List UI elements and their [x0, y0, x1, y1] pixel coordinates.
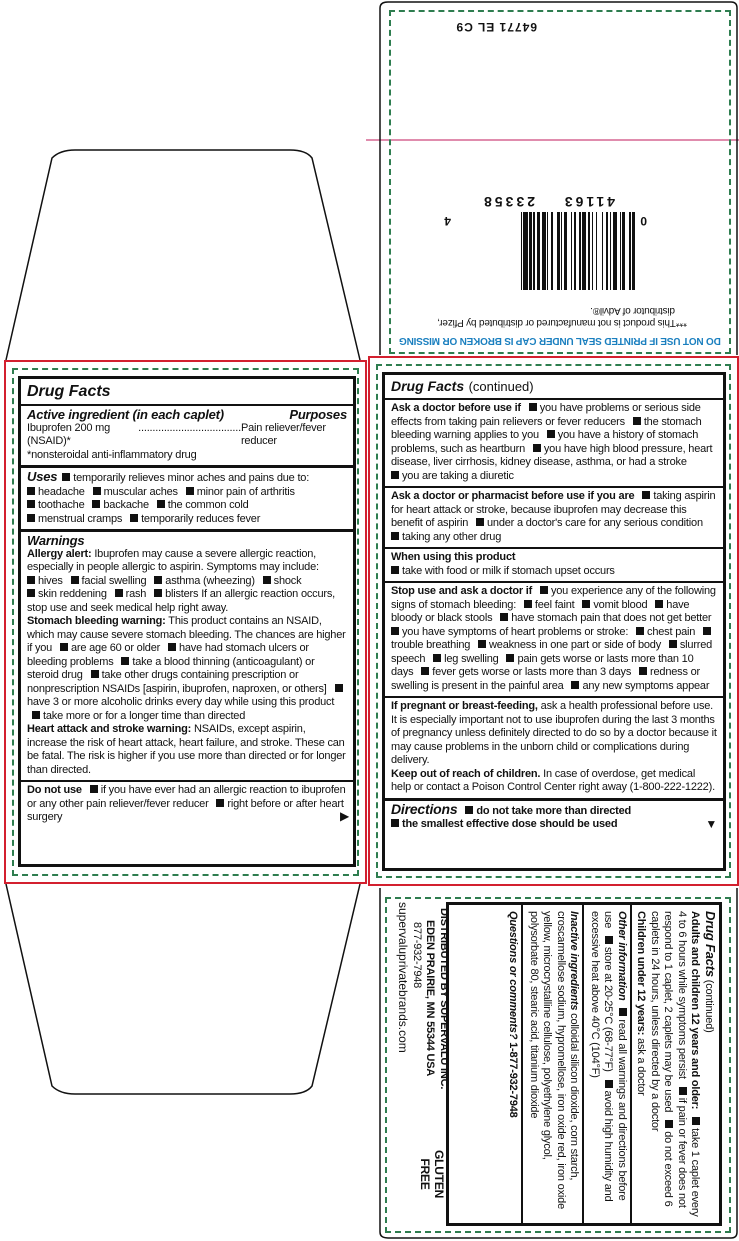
barcode-bar — [632, 212, 635, 290]
barcode-bar — [622, 212, 625, 290]
warnings-section: Warnings Allergy alert: Ibuprofen may cause a severe allergic reaction, especially in people allergic to aspirin. Symptoms may include: hives facial swelling asthma (wheezing) shock skin reddening rash blisters If an allergic reaction occurs, stop use and seek medical help right away. Stomach bleeding warning: This product contains an NSAID, which may cause severe stomach bleeding. The chances are higher if you are age 60 or older have had stomach ulcers or bleeding problems take a blood thinning (anticoagulant) or steroid drug take other drugs containing prescription or nonprescription NSAIDs [aspirin, ibuprofen, naproxen, or others] have 3 or more alcoholic drinks every day while using this product take more or for a longer time than directed Heart attack and stroke warning: NSAIDs, except aspirin, increase the risk of heart attack, heart failure, and stroke. These can be fatal. The risk is higher if you use more than directed or for longer than directed. — [21, 529, 353, 780]
directions-section: Directions do not take more than directed the smallest effective dose should be used ▼ — [385, 798, 723, 835]
pregnancy-section: If pregnant or breast-feeding, ask a health professional before use. It is especially important not to use ibuprofen during the last 3 months of pregnancy unless definitely directed to do so by a doctor because it may cause problems in the unborn child or complications during delivery. Keep out of reach of children. In case of overdose, get medical help or contact a Poison Control Center right away (1-800-222-1222). — [385, 696, 723, 798]
barcode-bar — [576, 212, 579, 290]
barcode-bars — [518, 212, 635, 290]
barcode-bar — [588, 212, 591, 290]
website: supervaluprivatebrands.com — [396, 902, 410, 1053]
barcode-bar — [602, 212, 603, 290]
stop-use-section: Stop use and ask a doctor if you experience any of the following signs of stomach bleeding: feel faint vomit blood have bloody or black stools have stomach pain that does not get better you have symptoms of heart problems or stroke: chest pain trouble breathing weakness in one part or side of body slurred speech leg swelling pain gets worse or lasts more than 10 days fever gets worse or lasts more than 3 days redness or swelling is present in the painful area any new symptoms appear — [385, 581, 723, 696]
ask-pharmacist-section: Ask a doctor or pharmacist before use if you are taking aspirin for heart attack or stroke, because ibuprofen may decrease this benefit of aspirin under a doctor's care for any serious condition taking any other drug — [385, 486, 723, 547]
gluten-free-badge: GLUTEN FREE — [418, 1150, 446, 1199]
barcode-bar — [592, 212, 593, 290]
warnings-heading: Warnings — [27, 533, 85, 548]
barcode-bar — [582, 212, 586, 290]
barcode-bar — [574, 212, 577, 290]
barcode-bar — [611, 212, 612, 290]
continue-down-arrow-icon: ▼ — [705, 817, 717, 831]
barcode-bar — [571, 212, 572, 290]
purposes-heading: Purposes — [289, 407, 347, 422]
bottom-drug-facts: Drug Facts (continued) Adults and children 12 years and older: take 1 caplet every 4 to 6 hours while symptoms persist if pain or fever does not respond to 1 caplet, 2 caplets may be used do not exceed 6 caplets in 24 hours, unless directed by a doctor Children under 12 years: ask a doctor Other information read all warnings and directions before use store at 20-25°C (68-77°F) avoid high humidity and excessive heat above 40°C (104°F) Inactive ingredients colloidal silicon dioxide, corn starch, croscarmellose sodium, hypromellose, iron oxide red, iron oxide yellow, microcrystalline cellulose, polyethylene glycol, polysorbate 80, stearic acid, titanium dioxide Questions or comments? 1-877-932-7948 — [446, 902, 722, 1226]
barcode-bar — [597, 212, 601, 290]
barcode-bar — [590, 212, 591, 290]
barcode-bar — [553, 212, 557, 290]
barcode-bar — [620, 212, 621, 290]
barcode-bar — [603, 212, 606, 290]
uses-section: Uses temporarily relieves minor aches and pains due to: headache muscular aches minor pain of arthritis toothache backache the common cold menstrual cramps temporarily reduces fever — [21, 465, 353, 529]
barcode-digit-group-2: 23358 — [481, 194, 535, 210]
nsaid-note: *nonsteroidal anti-inflammatory drug — [27, 448, 197, 461]
questions-section: Questions or comments? 1-877-932-7948 — [503, 905, 524, 1223]
barcode-bar — [551, 212, 552, 290]
barcode-bar — [606, 212, 609, 290]
barcode-bar — [521, 212, 522, 290]
barcode-digit-0: 0 — [640, 214, 647, 228]
barcode-bar — [542, 212, 546, 290]
barcode-bar — [562, 212, 563, 290]
barcode-bar — [540, 212, 541, 290]
barcode-bar — [625, 212, 629, 290]
do-not-use-section: Do not use if you have ever had an allergic reaction to ibuprofen or any other pain reliever/fever reducer right before or after heart surgery ▶ — [21, 780, 353, 828]
barcode-bar — [549, 212, 552, 290]
left-drug-facts: Drug Facts Active ingredient (in each caplet) Purposes Ibuprofen 200 mg (NSAID)* .................................... Pain reliever/fever reducer *nonsteroidal anti-inflammatory drug Uses temporarily relieves minor aches and pains due to: headache muscular aches minor pain of arthritis toothache backache the common cold menstrual cramps temporarily reduces fever Warnings Allergy alert: Ibuprofen may cause a severe allergic reaction, especially in people allergic to aspirin. Symptoms may include: hives facial swelling asthma (wheezing) shock skin reddening rash blisters If an allergic reaction occurs, stop use and seek medical help right away. Stomach bleeding warning: This product contains an NSAID, which may cause severe stomach bleeding. The chances are higher if you are age 60 or older have had stomach ulcers or bleeding problems take a blood thinning (anticoagulant) or steroid drug take other drugs containing prescription or nonprescription NSAIDs [aspirin, ibuprofen, naproxen, or others] have 3 or more alcoholic drinks every day while using this product take more or for a longer time than directed Heart attack and stroke warning: NSAIDs, except aspirin, increase the risk of heart attack, heart failure, and stroke. These can be fatal. The risk is higher if you use more than directed or for longer than directed. Do not use if you have ever had an allergic reaction to ibuprofen or any other pain reliever/fever reducer right before or after heart surgery ▶ — [18, 376, 356, 867]
barcode-bar — [546, 212, 547, 290]
barcode-bar — [617, 212, 620, 290]
barcode-bar — [535, 212, 538, 290]
barcode-bar — [533, 212, 534, 290]
barcode-bar — [613, 212, 617, 290]
purpose: Pain reliever/fever reducer — [240, 421, 326, 447]
barcode-bar — [557, 212, 560, 290]
active-ingredient-heading: Active ingredient (in each caplet) — [27, 407, 224, 422]
active-ingredient: Ibuprofen 200 mg (NSAID)* — [27, 421, 111, 447]
barcode-bar — [586, 212, 587, 290]
barcode-bar — [518, 212, 521, 290]
barcode-bar — [561, 212, 562, 290]
barcode-bar — [609, 212, 610, 290]
barcode-bar — [528, 212, 529, 290]
when-using-section: When using this product take with food or milk if stomach upset occurs — [385, 547, 723, 581]
barcode-bar — [547, 212, 548, 290]
uses-heading: Uses — [27, 469, 58, 484]
ask-doctor-section: Ask a doctor before use if you have problems or serious side effects from taking pain relievers or fever reducers the stomach bleeding warning applies to you you have a history of stomach problems, such as heartburn you have high blood pressure, heart disease, liver cirrhosis, kidney disease, asthma, or had a stroke you are taking a diuretic — [391, 402, 713, 482]
barcode-bar — [593, 212, 596, 290]
distributor-block: DISTRIBUTED BY SUPERVALU INC. EDEN PRAIRIE, MN 55344 USA 877-932-7948 — [411, 908, 450, 1090]
bottom-panel — [390, 902, 722, 1224]
barcode-digit-check: 4 — [444, 214, 451, 228]
barcode-bar — [581, 212, 582, 290]
inactive-ingredients-section: Inactive ingredients colloidal silicon dioxide, corn starch, croscarmellose sodium, hypromellose, iron oxide red, iron oxide yellow, microcrystalline cellulose, polyethylene glycol, polysorbate 80, stearic acid, titanium dioxide — [524, 905, 585, 1223]
barcode-bar — [629, 212, 630, 290]
barcode-digit-group-1: 41163 — [561, 194, 615, 210]
barcode-bar — [579, 212, 580, 290]
left-title: Drug Facts — [27, 383, 111, 400]
continue-arrow-icon: ▶ — [339, 809, 349, 823]
barcode-bar — [560, 212, 561, 290]
disclaimer: ***This product is not manufactured or distributed by Pfizer, distributor of Advil®. — [437, 305, 687, 328]
top-panel — [392, 12, 727, 350]
barcode-bar — [572, 212, 573, 290]
barcode — [417, 190, 647, 300]
barcode-bar — [610, 212, 611, 290]
barcode-bar — [529, 212, 532, 290]
barcode-bar — [564, 212, 567, 290]
barcode-bar — [567, 212, 571, 290]
barcode-bar — [537, 212, 540, 290]
seal-warning: DO NOT USE IF PRINTED SEAL UNDER CAP IS BROKEN OR MISSING — [399, 335, 721, 346]
barcode-bar — [523, 212, 527, 290]
right-title: Drug Facts — [391, 378, 465, 394]
other-information-section: Other information read all warnings and directions before use store at 20-25°C (68-77°F) avoid high humidity and excessive heat above 40°C (104°F) — [585, 905, 633, 1223]
barcode-bar — [621, 212, 622, 290]
lot-code: 64771 EL C9 — [455, 20, 537, 34]
barcode-bar — [522, 212, 523, 290]
barcode-bar — [631, 212, 632, 290]
right-drug-facts: Drug Facts (continued) Ask a doctor before use if you have problems or serious side effects from taking pain relievers or fever reducers the stomach bleeding warning applies to you you have a history of stomach problems, such as heartburn you have high blood pressure, heart disease, liver cirrhosis, kidney disease, asthma, or had a stroke you are taking a diuretic Ask a doctor or pharmacist before use if you are taking aspirin for heart attack or stroke, because ibuprofen may decrease this benefit of aspirin under a doctor's care for any serious condition taking any other drug When using this product take with food or milk if stomach upset occurs Stop use and ask a doctor if you experience any of the following signs of stomach bleeding: feel faint vomit blood have bloody or black stools have stomach pain that does not get better you have symptoms of heart problems or stroke: chest pain trouble breathing weakness in one part or side of body slurred speech leg swelling pain gets worse or lasts more than 10 days fever gets worse or lasts more than 3 days redness or swelling is present in the painful area any new symptoms appear If pregnant or breast-feeding, ask a health professional before use. It is especially important not to use ibuprofen during the last 3 months of pregnancy unless definitely directed to do so by a doctor because it may cause problems in the unborn child or complications during delivery. Keep out of reach of children. In case of overdose, get medical help or contact a Poison Control Center right away (1-800-222-1222). Directions do not take more than directed the smallest effective dose should be used ▼ — [382, 372, 726, 871]
barcode-bar — [596, 212, 597, 290]
barcode-bar — [532, 212, 533, 290]
